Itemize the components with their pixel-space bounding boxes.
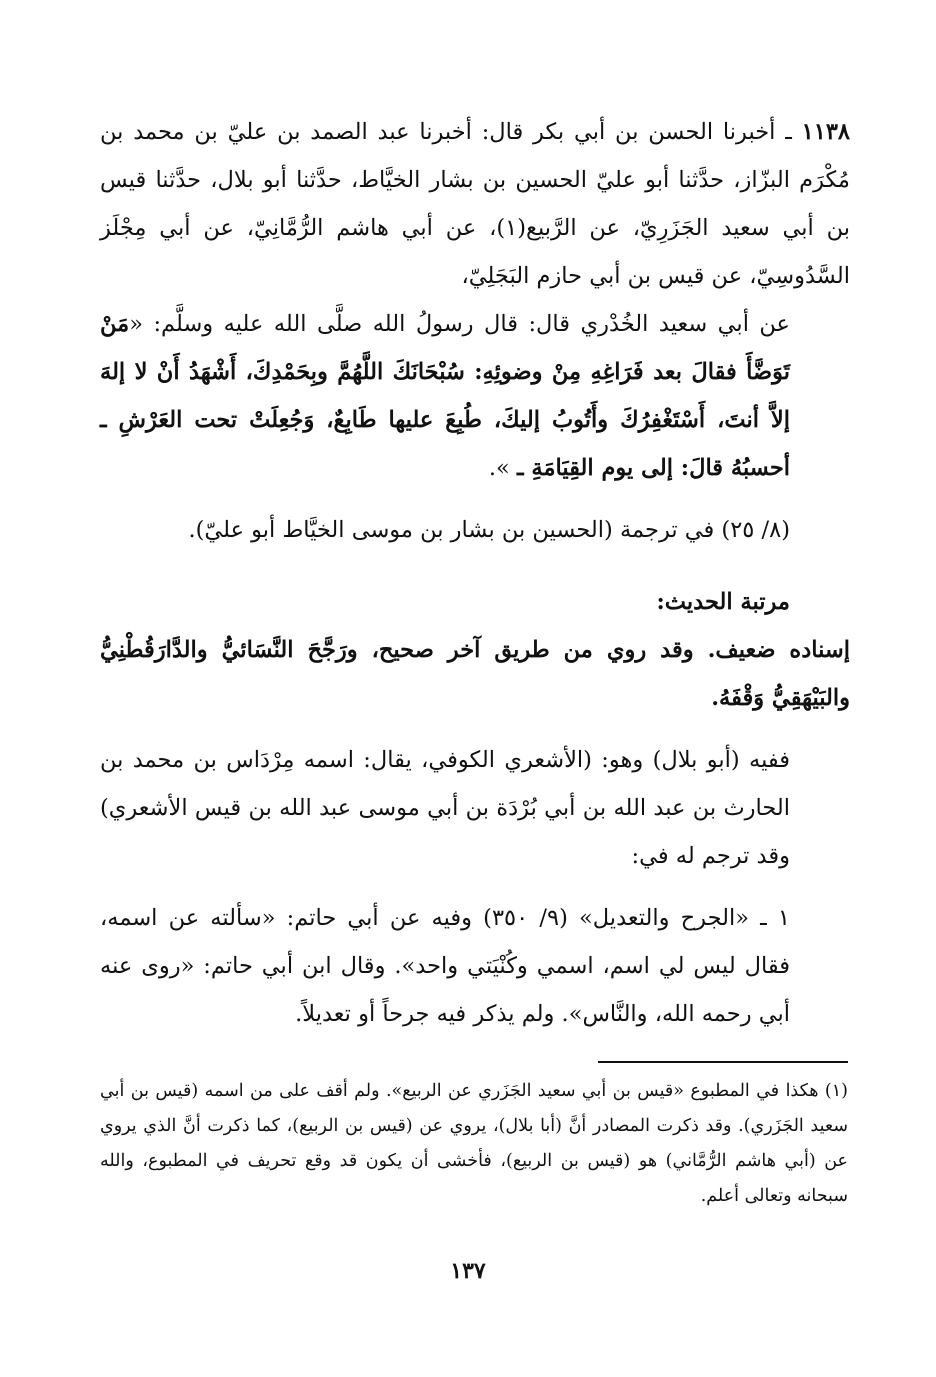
grading-heading: مرتبة الحديث: [656,589,790,615]
spacer [100,492,850,506]
page-number: ١٣٧ [450,1258,486,1284]
hadith-paragraph [100,108,850,300]
hadith-matn: مَنْ تَوَضَّأَ فقالَ بعد فَرَاغِهِ مِنْ وضوئِهِ: سُبْحَانَكَ اللَّهُمَّ وبِحَمْدِكَ، أَشْهَدُ أَنْ لا إلهَ إلاَّ أنتَ، أَسْتَغْفِرُكَ وأَتُوبُ إليكَ، طُبِعَ عليها طَابِعٌ، وَجُعِلَتْ تحت العَرْشِ ـ أحسبُهُ قالَ: إلى يوم القِيَامَةِ ـ [100,311,790,481]
discussion-paragraph-2: ١ ـ «الجرح والتعديل» (٩/ ٣٥٠) وفيه عن أبي حاتم: «سألته عن اسمه، فقال ليس لي اسم، اسمي وكُنْيَتي واحد». وقال ابن أبي حاتم: «روى عنه أبي رحمه الله، والنَّاس». ولم يذكر فيه جرحاً أو تعديلاً. [100,905,791,1027]
grading-text: إسناده ضعيف. وقد روي من طريق آخر صحيح، ورَجَّحَ النَّسَائيُّ والدَّارَقُطْنِيُّ والبَيْهَقِيُّ وَقْفَهُ. [100,637,850,711]
footnote-1: (١) هكذا في المطبوع «قيس بن أبي سعيد الجَزَري عن الربيع». ولم أقف على من اسمه (قيس بن أبي سعيد الجَزَري). وقد ذكرت المصادر أنَّ (أبا بلال)، يروي عن (قيس بن الربيع)، كما ذكرت أنَّ الذي يروي عن (أبي هاشم الرُّمَّاني) هو (قيس بن الربيع)، فأخشى أن يكون قد وقع تحريف في المطبوع، والله سبحانه وتعالى أعلم. [100,1081,848,1206]
dash: ـ [775,119,792,145]
spacer [100,554,850,578]
discussion-paragraph-1: ففيه (أبو بلال) وهو: (الأشعري الكوفي، يقال: اسمه مِرْدَاس بن محمد بن الحارث بن عبد الله بن أبي بُرْدَة بن أبي موسى عبد الله بن قيس الأشعري) وقد ترجم له في: [100,747,790,869]
hadith-number: ١١٣٨ [801,119,850,145]
hadith-closing: ». [488,455,517,481]
main-text [100,108,850,1038]
narrator-intro: عن أبي سعيد الخُدْري قال: قال رسولُ الله صلَّى الله عليه وسلَّم: « [129,311,790,337]
footnotes [100,1074,848,1214]
footnote-separator [598,1061,848,1063]
hadith-isnad: أخبرنا الحسن بن أبي بكر قال: أخبرنا عبد الصمد بن عليّ بن محمد بن مُكْرَم البزّاز، حدَّثنا أبو عليّ الحسين بن بشار الخيَّاط، حدَّثنا أبو بلال، حدَّثنا قيس بن أبي سعيد الجَزَرِيّ، عن الرَّبيع(١)، عن أبي هاشم الرُّمَّانِيّ، عن أبي مِجْلَز السَّدُوسِيّ، عن قيس بن أبي حازم البَجَلِيّ، [100,119,850,289]
source-reference: (٨/ ٢٥) في ترجمة (الحسين بن بشار بن موسى الخيَّاط أبو عليّ). [188,517,790,543]
spacer [100,880,850,894]
spacer [100,722,850,736]
hadith-matn-paragraph [100,300,850,492]
